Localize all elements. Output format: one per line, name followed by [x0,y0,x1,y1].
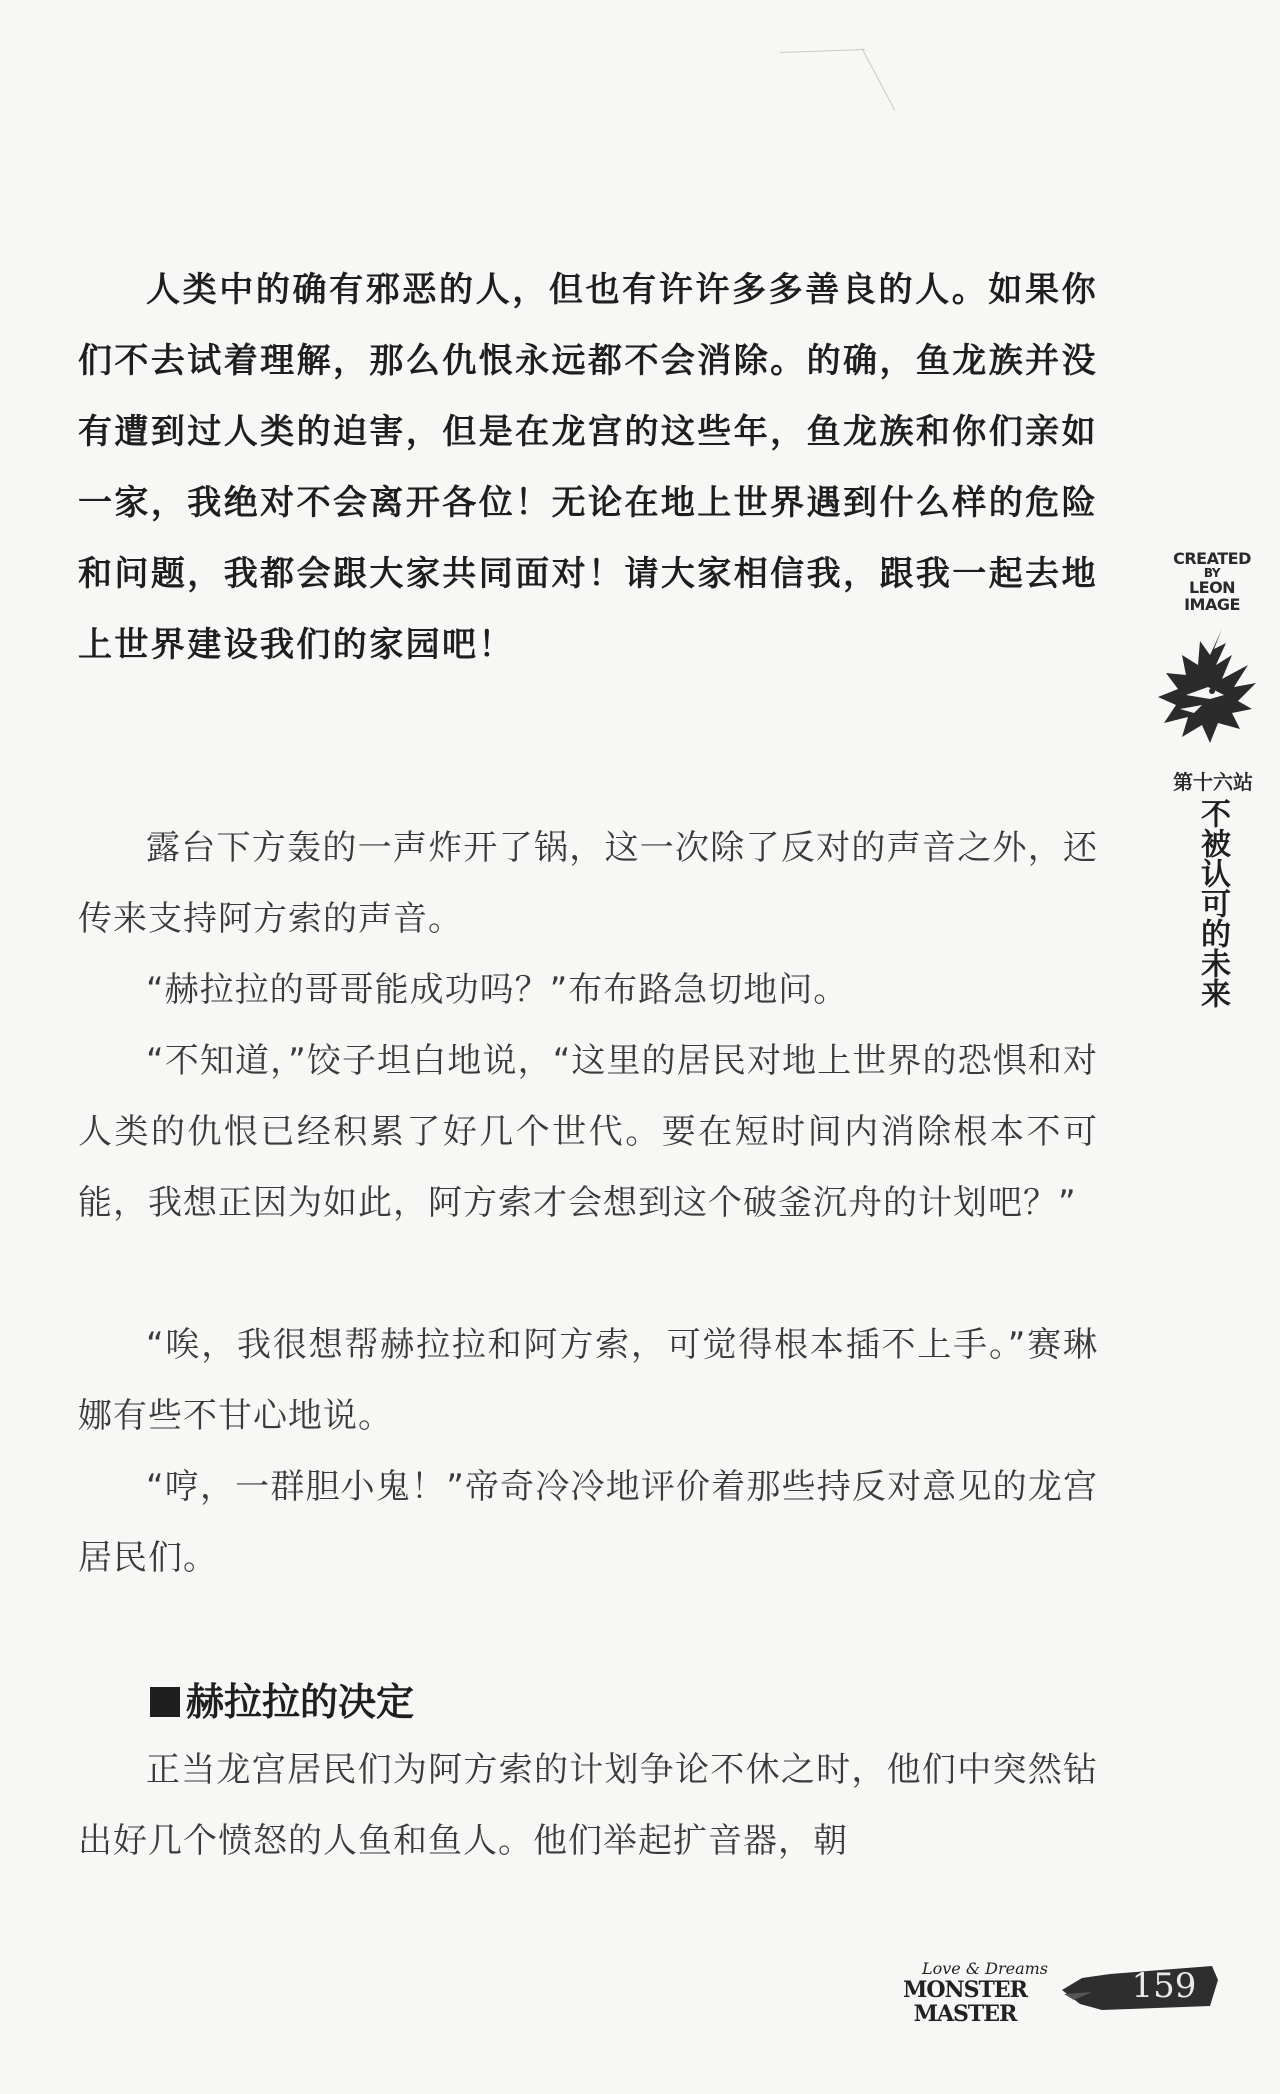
scan-mark-line [780,49,865,53]
brand-tagline: Love & Dreams [921,1959,1049,1978]
credit-line: CREATED [1173,549,1251,568]
credit-line: LEON [1188,578,1236,597]
brand-series-name: MONSTER MASTER [903,1977,1027,2027]
heading-square-icon [150,1687,180,1717]
credit-line: BY [1203,566,1221,580]
body-paragraph: 露台下方轰的一声炸开了锅，这一次除了反对的声音之外，还传来支持阿方索的声音。 [78,828,1098,939]
speech-paragraph: 人类中的确有邪恶的人，但也有许许多多善良的人。如果你们不去试着理解，那么仇恨永远都不会消除。的确，鱼龙族并没有遭到过人类的迫害，但是在龙宫的这些年，鱼龙族和你们亲如一家，我绝对不会离开各位！无论在地上世界遇到什么样的危险和问题，我都会跟大家共同面对！请大家相信我，跟我一起去地上世界建设我们的家园吧！ [78,270,1098,665]
body-paragraph: “赫拉拉的哥哥能成功吗？”布布路急切地问。 [146,970,849,1010]
section-heading [150,1672,414,1732]
section-paragraph: 正当龙宫居民们为阿方索的计划争论不休之时，他们中突然钻出好几个愤怒的人鱼和鱼人。他们举起扩音器，朝 [78,1750,1098,1861]
body-paragraph: “不知道，”饺子坦白地说，“这里的居民对地上世界的恐惧和对人类的仇恨已经积累了好几个世代。要在短时间内消除根本不可能，我想正因为如此，阿方索才会想到这个破釜沉舟的计划吧？” [78,1041,1098,1223]
page-number: 159 [1131,1966,1197,2006]
chapter-label: 第十六站 [1173,770,1253,794]
creator-credit [1162,550,1262,613]
chapter-title: 不被认可的未来 [1195,798,1230,1008]
scan-mark-line [862,48,896,110]
series-brand [850,1960,1080,2026]
section-heading-text: 赫拉拉的决定 [186,1680,415,1724]
body-paragraph: “唉，我很想帮赫拉拉和阿方索，可觉得根本插不上手。”赛琳娜有些不甘心地说。 [78,1325,1098,1436]
dragon-head-icon [1152,625,1262,750]
credit-line: IMAGE [1184,595,1240,614]
body-paragraph: “哼，一群胆小鬼！”帝奇冷冷地评价着那些持反对意见的龙宫居民们。 [78,1467,1098,1578]
